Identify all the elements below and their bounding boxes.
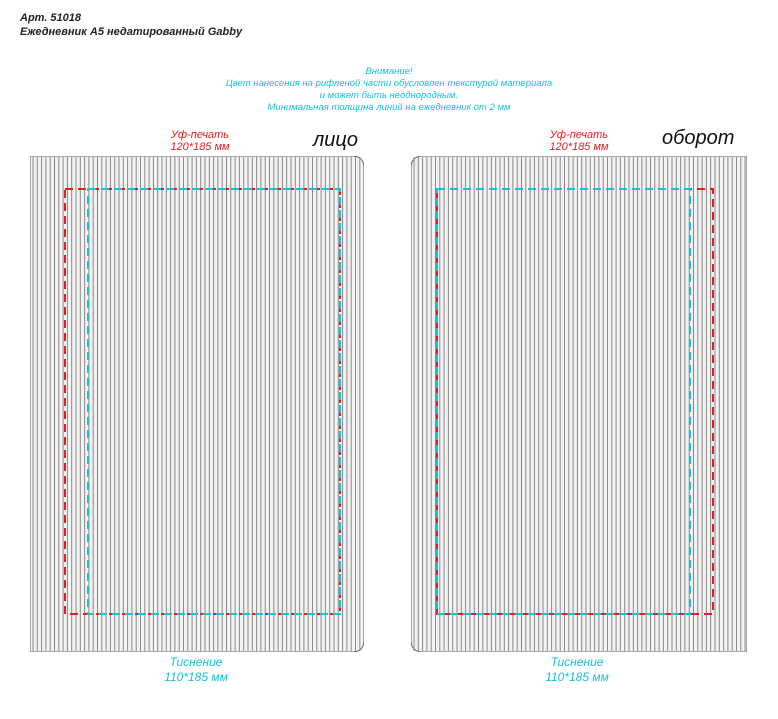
notice-title: Внимание! bbox=[365, 66, 413, 77]
back-cover-panel bbox=[411, 156, 747, 652]
front-uv-size: 120*185 мм bbox=[170, 141, 230, 153]
notice-line-2: и может быть неоднородным. bbox=[319, 90, 459, 101]
front-cover-panel bbox=[30, 156, 364, 652]
notice-line-1: Цвет нанесения на рифленой части обусловлен текстурой материала bbox=[225, 78, 553, 89]
back-title: оборот bbox=[662, 127, 735, 149]
front-title: лицо bbox=[313, 129, 358, 151]
notice-line-3: Минимальная толщина линий на ежедневник от 2 мм bbox=[267, 102, 511, 113]
front-emboss-label: Тиснение bbox=[169, 655, 223, 669]
back-uv-label: Уф-печать bbox=[549, 129, 609, 141]
article-number: Арт. 51018 bbox=[20, 12, 81, 24]
back-cover-drawing bbox=[411, 156, 747, 652]
front-cover-drawing bbox=[30, 156, 364, 652]
back-emboss-size: 110*185 мм bbox=[545, 670, 609, 684]
back-emboss-label: Тиснение bbox=[550, 655, 604, 669]
front-emboss-size: 110*185 мм bbox=[164, 670, 228, 684]
front-uv-label: Уф-печать bbox=[170, 129, 230, 141]
product-name: Ежедневник А5 недатированный Gabby bbox=[20, 26, 243, 38]
back-uv-size: 120*185 мм bbox=[549, 141, 609, 153]
